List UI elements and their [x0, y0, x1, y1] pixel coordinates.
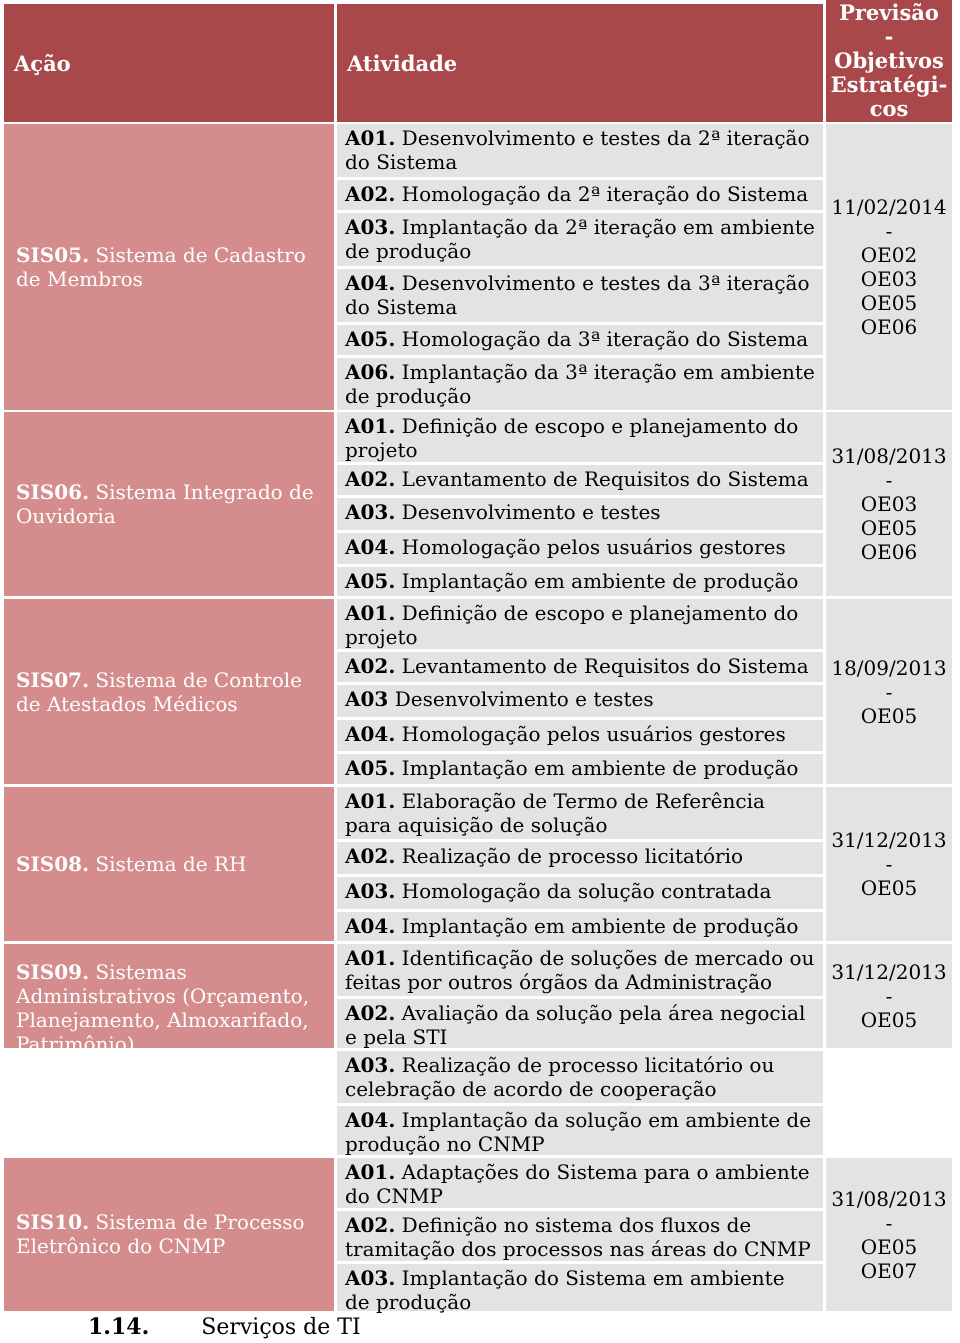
activity-text: Homologação da 3ª iteração do Sistema: [401, 327, 809, 351]
activity-text: Realização de processo licitatório ou celebração de acordo de cooperação: [345, 1053, 775, 1101]
previsao-line: OE05: [860, 876, 918, 900]
activity-row: [337, 358, 823, 410]
previsao-line: -: [885, 852, 893, 876]
activity-code: A01.: [345, 946, 396, 970]
previsao-sis09: [826, 944, 952, 1048]
activity-row: [337, 652, 823, 682]
activity-text: Homologação da solução contratada: [401, 879, 772, 903]
activity-text: Identificação de soluções de mercado ou feitas por outros órgãos da Administração: [345, 946, 815, 994]
activity-row: [337, 567, 823, 596]
activity-row: [337, 842, 823, 874]
activity-row: [337, 877, 823, 909]
previsao-line: OE07: [860, 1258, 918, 1283]
activity-code: A02.: [345, 1001, 396, 1025]
previsao-line: -: [885, 679, 893, 704]
section-number: 1.14.: [88, 1314, 150, 1340]
previsao-line: OE03: [860, 492, 918, 516]
previsao-line: -: [885, 468, 893, 492]
activity-text: Desenvolvimento e testes da 2ª iteração do Sistema: [345, 126, 810, 174]
acao-code: SIS10.: [16, 1210, 90, 1234]
previsao-line: 31/08/2013: [831, 444, 947, 468]
activity-text: Adaptações do Sistema para o ambiente do CNMP: [345, 1160, 810, 1208]
activity-row: [337, 269, 823, 322]
activity-code: A01.: [345, 126, 396, 150]
activity-row: [337, 1051, 823, 1103]
header-atividade: [337, 4, 823, 122]
activity-code: A04.: [345, 271, 396, 295]
activity-code: A01.: [345, 1160, 396, 1184]
previsao-line: -: [885, 219, 893, 243]
activity-row: [337, 599, 823, 649]
activity-code: A02.: [345, 654, 396, 678]
activity-row: [337, 412, 823, 462]
acao-name: Sistema Integrado de Ouvidoria: [16, 480, 314, 528]
previsao-line: OE05: [860, 516, 918, 540]
activity-text: Definição de escopo e planejamento do projeto: [345, 414, 799, 462]
activity-row: [337, 912, 823, 941]
activity-code: A04.: [345, 1108, 396, 1132]
activity-text: Homologação pelos usuários gestores: [401, 535, 786, 559]
activity-row: [337, 944, 823, 996]
activity-code: A02.: [345, 1213, 396, 1237]
activity-code: A03.: [345, 1053, 396, 1077]
previsao-line: 31/12/2013: [831, 828, 947, 852]
activity-code: A02.: [345, 182, 396, 206]
acao-code: SIS05.: [16, 243, 90, 267]
activity-row: [337, 124, 823, 177]
header-previsao-line: Objetivos: [834, 48, 944, 73]
section-heading: [88, 1314, 361, 1340]
activity-text: Desenvolvimento e testes: [394, 687, 654, 711]
acao-code: SIS07.: [16, 667, 90, 692]
previsao-line: 31/08/2013: [831, 1186, 947, 1211]
activity-row: [337, 1264, 823, 1314]
activity-row: [337, 720, 823, 751]
activity-text: Levantamento de Requisitos do Sistema: [401, 467, 809, 491]
previsao-line: -: [885, 1210, 893, 1235]
header-previsao-line: -: [884, 24, 894, 49]
previsao-sis06: [826, 412, 952, 596]
activity-text: Implantação em ambiente de produção: [401, 569, 799, 593]
previsao-line: OE02: [860, 243, 918, 267]
acao-code: SIS08.: [16, 852, 90, 876]
activity-row: [337, 180, 823, 210]
activity-code: A03.: [345, 215, 396, 239]
activity-text: Implantação do Sistema em ambiente de produção: [345, 1266, 785, 1314]
activity-row: [337, 999, 823, 1048]
activity-text: Definição no sistema dos fluxos de tramitação dos processos nas áreas do CNMP: [345, 1213, 811, 1261]
activity-code: A06.: [345, 360, 396, 384]
previsao-line: OE06: [860, 540, 918, 564]
previsao-line: 18/09/2013: [831, 655, 947, 680]
previsao-sis05: [826, 124, 952, 410]
activity-row: [337, 498, 823, 530]
header-previsao: [826, 0, 952, 122]
activity-row: [337, 213, 823, 266]
activity-code: A05.: [345, 756, 396, 780]
acao-sis05: [4, 124, 334, 410]
activity-code: A02.: [345, 844, 396, 868]
previsao-line: OE03: [860, 267, 918, 291]
activity-text: Homologação pelos usuários gestores: [401, 722, 786, 746]
acao-name: Sistema de Cadastro de Membros: [16, 243, 306, 291]
activity-code: A03.: [345, 879, 396, 903]
section-title: Serviços de TI: [201, 1315, 361, 1340]
activity-row: [337, 533, 823, 564]
acao-code: SIS06.: [16, 480, 90, 504]
activity-row: [337, 787, 823, 839]
activity-text: Implantação da 2ª iteração em ambiente de produção: [345, 215, 815, 263]
acao-sis08: [4, 787, 334, 941]
acao-name: Sistemas Administrativos (Orçamento, Planejamento, Almoxarifado, Patrimônio): [16, 960, 310, 1056]
activity-text: Desenvolvimento e testes da 3ª iteração do Sistema: [345, 271, 810, 319]
activity-code: A04.: [345, 535, 396, 559]
activity-code: A01.: [345, 789, 396, 813]
previsao-sis10: [826, 1158, 952, 1311]
acao-name: Sistema de RH: [95, 852, 247, 876]
activity-code: A05.: [345, 327, 396, 351]
activity-text: Elaboração de Termo de Referência para aquisição de solução: [345, 789, 765, 837]
previsao-line: 31/12/2013: [831, 960, 947, 984]
activity-row: [337, 685, 823, 717]
previsao-line: OE06: [860, 315, 918, 339]
activity-code: A03: [345, 687, 389, 711]
activity-row: [337, 754, 823, 784]
previsao-line: OE05: [860, 1008, 918, 1032]
activity-text: Avaliação da solução pela área negocial e pela STI: [345, 1001, 806, 1049]
header-atividade-label: Atividade: [347, 50, 458, 76]
activity-code: A04.: [345, 914, 396, 938]
header-previsao-line: cos: [869, 96, 909, 121]
activity-text: Implantação em ambiente de produção: [401, 914, 799, 938]
previsao-sis07: [826, 599, 952, 784]
activity-row: [337, 1106, 823, 1155]
activity-row: [337, 1158, 823, 1208]
activity-text: Levantamento de Requisitos do Sistema: [401, 654, 809, 678]
previsao-line: 11/02/2014: [831, 195, 947, 219]
activity-code: A02.: [345, 467, 396, 491]
activity-text: Definição de escopo e planejamento do projeto: [345, 601, 799, 649]
previsao-line: OE05: [860, 1234, 918, 1259]
header-acao-label: Ação: [14, 50, 71, 76]
activity-text: Implantação em ambiente de produção: [401, 756, 799, 780]
activity-text: Implantação da solução em ambiente de produção no CNMP: [345, 1108, 812, 1156]
activity-code: A01.: [345, 414, 396, 438]
activity-code: A04.: [345, 722, 396, 746]
previsao-line: OE05: [860, 291, 918, 315]
activity-row: [337, 325, 823, 355]
acao-sis10: [4, 1158, 334, 1311]
acao-sis06: [4, 412, 334, 596]
activity-row: [337, 465, 823, 495]
activity-code: A01.: [345, 601, 396, 625]
acao-name: Sistema de Processo Eletrônico do CNMP: [16, 1210, 305, 1258]
acao-name: Sistema de Controle de Atestados Médicos: [16, 667, 302, 716]
activity-text: Desenvolvimento e testes: [401, 500, 661, 524]
previsao-sis08: [826, 787, 952, 941]
previsao-line: -: [885, 984, 893, 1008]
activity-code: A03.: [345, 500, 396, 524]
activity-code: A05.: [345, 569, 396, 593]
header-acao: [4, 4, 334, 122]
acao-sis07: [4, 599, 334, 784]
activity-text: Homologação da 2ª iteração do Sistema: [401, 182, 809, 206]
header-previsao-line: Estratégi-: [830, 72, 948, 97]
activity-text: Implantação da 3ª iteração em ambiente de produção: [345, 360, 815, 408]
activity-code: A03.: [345, 1266, 396, 1290]
header-previsao-line: Previsão: [839, 0, 939, 25]
previsao-line: OE05: [860, 703, 918, 728]
acao-code: SIS09.: [16, 960, 90, 984]
activity-text: Realização de processo licitatório: [401, 844, 744, 868]
activity-row: [337, 1211, 823, 1261]
acao-sis09: [4, 944, 334, 1056]
